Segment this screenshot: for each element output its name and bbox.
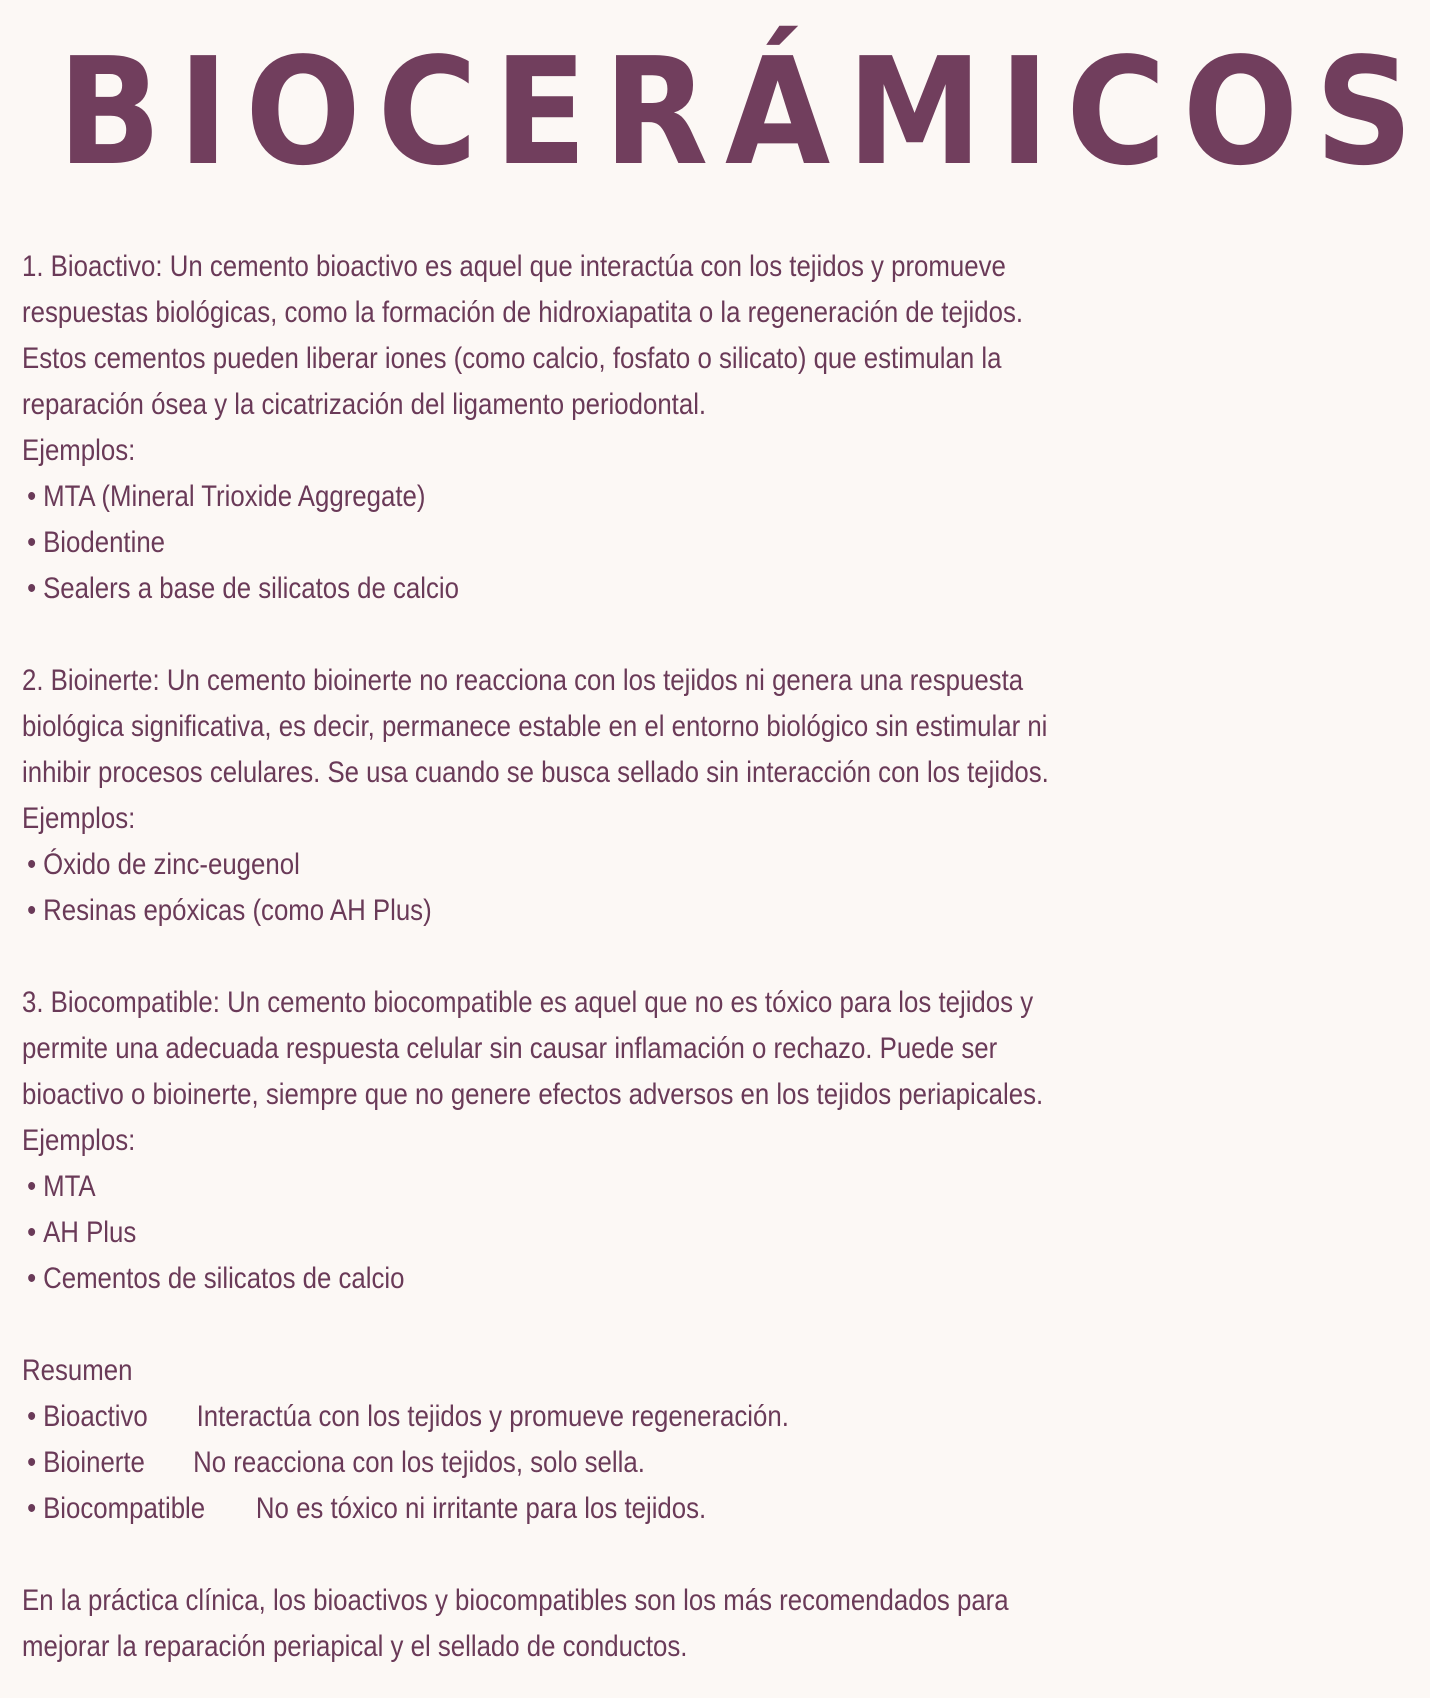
paragraph-line: 3. Biocompatible: Un cemento biocompatible es aquel que no es tóxico para los tejidos y	[22, 986, 1034, 1019]
example-item	[22, 1256, 1025, 1302]
conclusion-line: mejorar la reparación periapical y el sellado de conductos.	[22, 1630, 688, 1663]
bullet-icon: •	[27, 894, 37, 927]
summary-row	[22, 1394, 1025, 1440]
paragraph-line: inhibir procesos celulares. Se usa cuando se busca sellado sin interacción con los tejidos.	[22, 756, 1049, 789]
examples-label: Ejemplos:	[22, 1124, 136, 1157]
example-item	[22, 520, 1025, 566]
examples-label: Ejemplos:	[22, 434, 136, 467]
summary-description: No es tóxico ni irritante para los tejidos.	[255, 1492, 707, 1525]
bullet-icon: •	[27, 1262, 37, 1295]
paragraph-line: 2. Bioinerte: Un cemento bioinerte no reacciona con los tejidos ni genera una respuesta	[22, 664, 1024, 697]
example-text: MTA (Mineral Trioxide Aggregate)	[43, 480, 426, 513]
bullet-icon: •	[27, 1492, 37, 1525]
example-text: MTA	[43, 1170, 96, 1203]
section-bioactivo	[22, 244, 1188, 612]
section-bioinerte	[22, 658, 1188, 934]
example-item	[22, 566, 1025, 612]
document-body	[22, 244, 1188, 1670]
example-text: Sealers a base de silicatos de calcio	[43, 572, 459, 605]
summary-heading: Resumen	[22, 1354, 133, 1387]
bullet-icon: •	[27, 1216, 37, 1249]
bullet-icon: •	[27, 526, 37, 559]
summary-term: Biocompatible	[43, 1492, 206, 1525]
summary-description: No reacciona con los tejidos, solo sella.	[193, 1446, 645, 1479]
summary-description: Interactúa con los tejidos y promueve regeneración.	[196, 1400, 789, 1433]
bullet-icon: •	[27, 1400, 37, 1433]
example-item	[22, 1164, 1025, 1210]
example-text: Cementos de silicatos de calcio	[43, 1262, 405, 1295]
example-text: AH Plus	[43, 1216, 137, 1249]
bullet-icon: •	[27, 1446, 37, 1479]
conclusion-line: En la práctica clínica, los bioactivos y biocompatibles son los más recomendados para	[22, 1584, 1009, 1617]
spacer	[22, 1302, 1188, 1348]
example-item	[22, 888, 1025, 934]
paragraph-line: reparación ósea y la cicatrización del ligamento periodontal.	[22, 388, 707, 421]
section-biocompatible	[22, 980, 1188, 1302]
example-text: Biodentine	[43, 526, 166, 559]
example-item	[22, 474, 1025, 520]
examples-label: Ejemplos:	[22, 802, 136, 835]
paragraph-line: Estos cementos pueden liberar iones (como calcio, fosfato o silicato) que estimulan la	[22, 342, 1002, 375]
summary-section	[22, 1348, 1188, 1532]
example-text: Óxido de zinc-eugenol	[43, 848, 300, 881]
summary-row	[22, 1486, 1025, 1532]
conclusion	[22, 1578, 1188, 1670]
spacer	[22, 934, 1188, 980]
paragraph-line: permite una adecuada respuesta celular sin causar inflamación o rechazo. Puede ser	[22, 1032, 998, 1065]
example-item	[22, 1210, 1025, 1256]
paragraph-line: respuestas biológicas, como la formación de hidroxiapatita o la regeneración de tejidos.	[22, 296, 1024, 329]
summary-term: Bioinerte	[43, 1446, 145, 1479]
example-item	[22, 842, 1025, 888]
summary-row	[22, 1440, 1025, 1486]
paragraph-line: bioactivo o bioinerte, siempre que no genere efectos adversos en los tejidos periapicales.	[22, 1078, 1044, 1111]
bullet-icon: •	[27, 572, 37, 605]
example-text: Resinas epóxicas (como AH Plus)	[43, 894, 432, 927]
paragraph-line: biológica significativa, es decir, permanece estable en el entorno biológico sin estimular ni	[22, 710, 1048, 743]
summary-term: Bioactivo	[43, 1400, 148, 1433]
bullet-icon: •	[27, 1170, 37, 1203]
spacer	[22, 612, 1188, 658]
bullet-icon: •	[27, 848, 37, 881]
spacer	[22, 1532, 1188, 1578]
page-title: BIOCERÁMICOS	[57, 26, 1430, 198]
bullet-icon: •	[27, 480, 37, 513]
paragraph-line: 1. Bioactivo: Un cemento bioactivo es aquel que interactúa con los tejidos y promueve	[22, 250, 1006, 283]
